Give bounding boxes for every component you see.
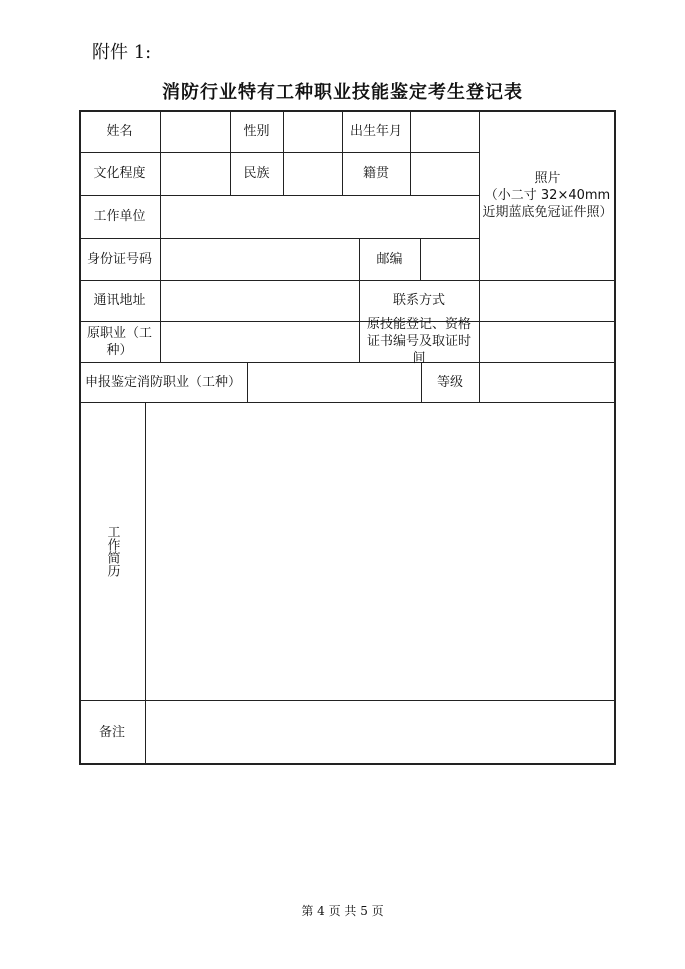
education-label: 文化程度 bbox=[93, 166, 146, 181]
education-field[interactable] bbox=[160, 152, 230, 195]
name-label: 姓名 bbox=[106, 123, 133, 139]
address-label: 通讯地址 bbox=[93, 293, 146, 308]
work-history-label: 工作简历 bbox=[104, 525, 120, 577]
contact-field[interactable] bbox=[479, 280, 616, 321]
id-number-label: 身份证号码 bbox=[86, 251, 152, 267]
form-title: 消防行业特有工种职业技能鉴定考生登记表 bbox=[162, 82, 523, 103]
native-place-field[interactable] bbox=[410, 152, 479, 195]
gender-field[interactable] bbox=[283, 110, 342, 152]
workplace-field[interactable] bbox=[160, 195, 479, 238]
native-place-label: 籍贯 bbox=[362, 166, 389, 181]
workplace-label: 工作单位 bbox=[93, 209, 146, 224]
page-footer: 第 4 页 共 5 页 bbox=[301, 904, 384, 918]
photo-requirement: 近期蓝底免冠证件照） bbox=[482, 204, 613, 220]
id-number-field[interactable] bbox=[160, 238, 359, 280]
work-history-label-cell bbox=[79, 402, 145, 700]
birth-field[interactable] bbox=[410, 110, 479, 152]
applied-job-field[interactable] bbox=[247, 362, 421, 402]
photo-size-note: （小二寸 32×40mm bbox=[484, 187, 611, 203]
grade-label: 等级 bbox=[436, 374, 463, 390]
postcode-field[interactable] bbox=[420, 238, 479, 280]
work-history-field[interactable] bbox=[145, 402, 616, 700]
photo-label: 照片 bbox=[534, 170, 561, 186]
gender-label: 性别 bbox=[243, 123, 270, 139]
original-cert-field[interactable] bbox=[479, 321, 616, 362]
address-field[interactable] bbox=[160, 280, 359, 321]
remarks-field[interactable] bbox=[145, 700, 616, 765]
original-job-label: 原职业（工种） bbox=[86, 325, 152, 358]
photo-box[interactable] bbox=[479, 110, 616, 280]
original-cert-label: 原技能登记、资格证书编号及取证时间 bbox=[366, 317, 471, 366]
contact-label: 联系方式 bbox=[392, 293, 445, 308]
postcode-label: 邮编 bbox=[376, 251, 403, 267]
grade-field[interactable] bbox=[479, 362, 616, 402]
ethnicity-label: 民族 bbox=[243, 166, 270, 181]
name-field[interactable] bbox=[160, 110, 230, 152]
attachment-label: 附件 1: bbox=[92, 42, 152, 63]
birth-label: 出生年月 bbox=[349, 123, 402, 139]
applied-job-label: 申报鉴定消防职业（工种） bbox=[84, 374, 241, 390]
original-job-field[interactable] bbox=[160, 321, 359, 362]
ethnicity-field[interactable] bbox=[283, 152, 342, 195]
remarks-label: 备注 bbox=[98, 725, 125, 740]
